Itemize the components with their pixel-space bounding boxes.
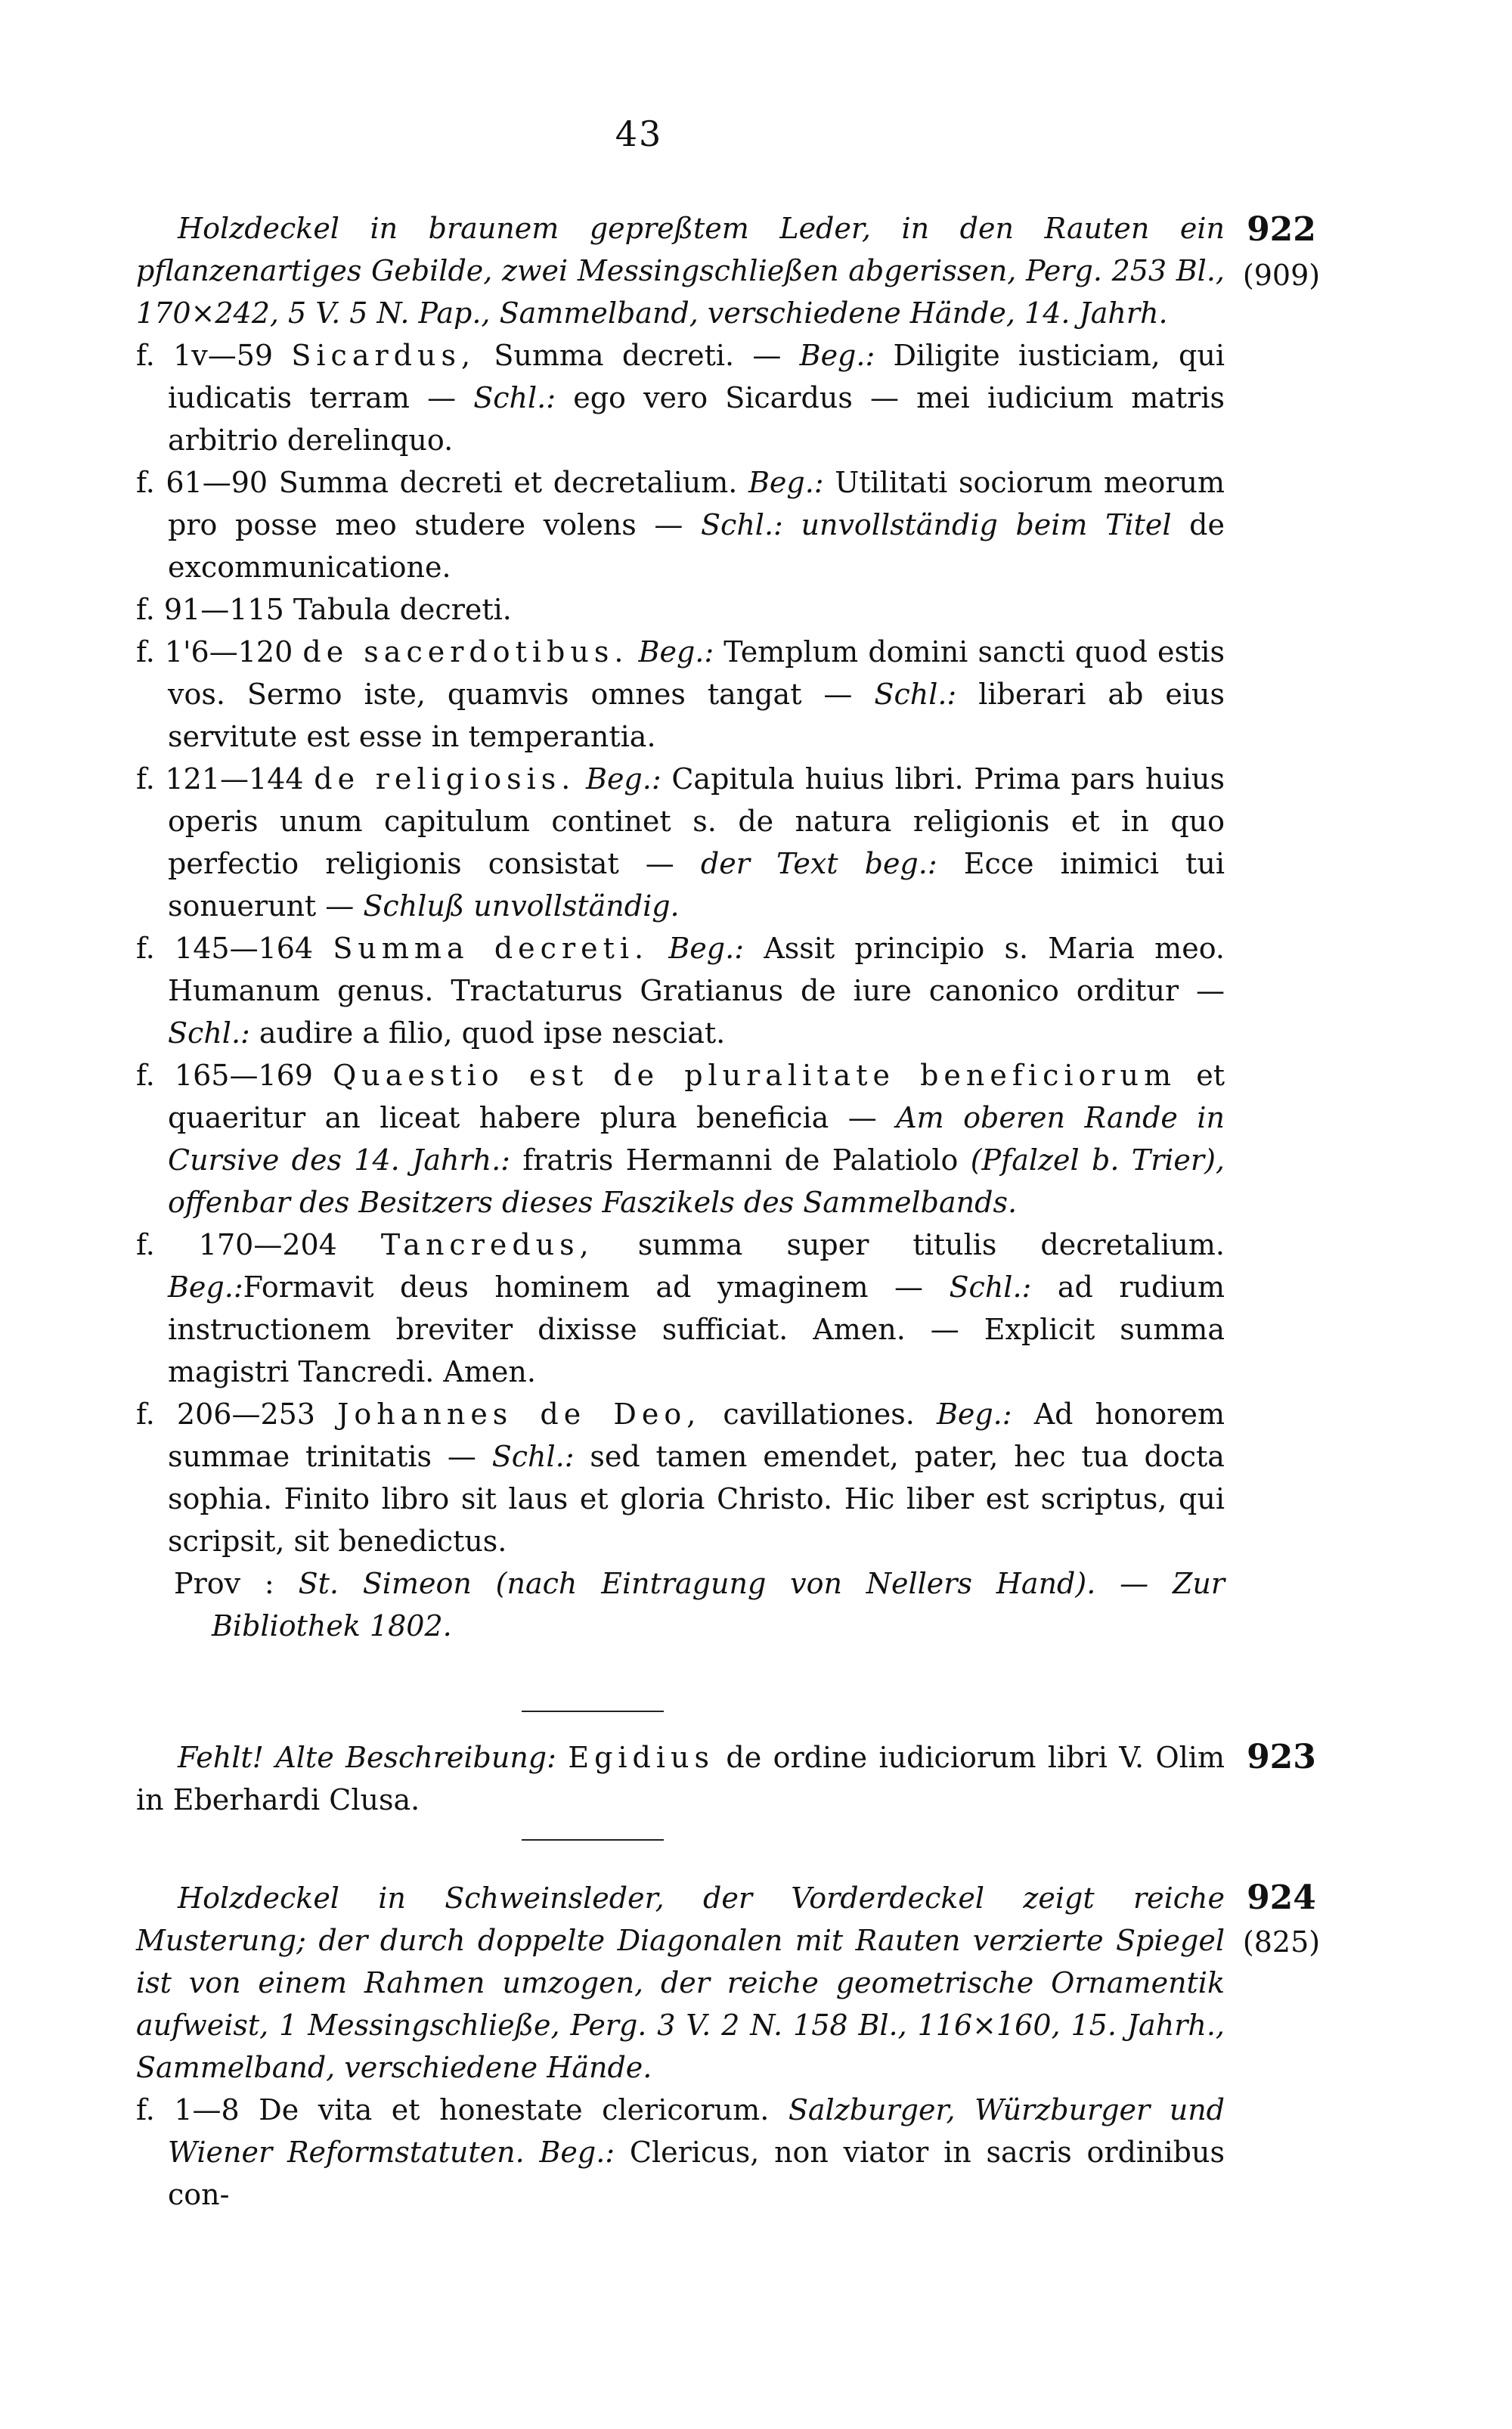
schl-label: Schl.: [701, 508, 783, 541]
entry-922 [136, 207, 1225, 1647]
dash: — [734, 339, 800, 372]
item-title-rest: Tabula decreti. [293, 593, 512, 626]
dash: — [801, 678, 875, 711]
item-title: De vita et honestate clericorum. [259, 2093, 770, 2127]
beg-text: Templum domini sancti quod estis vos. Sermo iste, quamvis omnes tangat [168, 635, 1225, 711]
folio: f. 1v—59 [136, 339, 274, 372]
margin-note-text: fratris Hermanni de Palatiolo [522, 1143, 959, 1177]
dash: — [432, 1440, 492, 1473]
beg-text: Diligite iusticiam, qui iudicatis terram [168, 339, 1225, 414]
item-title-rest: et quaeritur an liceat habere plura beneficia [168, 1059, 1225, 1134]
item-922-6 [136, 927, 1225, 1054]
old-number-825: (825) [1242, 1925, 1321, 1959]
beg-label: Beg.: [539, 2136, 615, 2169]
missing-label: Fehlt! Alte Beschreibung: [178, 1741, 556, 1774]
schl-text: audire a filio, quod ipse nesciat. [259, 1016, 726, 1050]
item-title: Sicardus, [291, 339, 476, 372]
item-922-4 [136, 631, 1225, 758]
item-922-2 [136, 461, 1225, 588]
dash: — [829, 1101, 897, 1134]
folio: f. 165—169 [136, 1059, 313, 1092]
note-text: de ordine iudiciorum libri V. Olim in Eberhardi Clusa. [136, 1741, 1225, 1816]
item-922-8 [136, 1224, 1225, 1393]
item-title: Tancredus, [380, 1228, 594, 1261]
item-note: Salzburger, Würzburger und Wiener Reformstatuten. [168, 2093, 1225, 2169]
beg-text: Utilitati sociorum meorum pro posse meo studere volens [168, 466, 1225, 541]
item-924-1 [136, 2089, 1225, 2216]
beg-label: Beg.: [936, 1398, 1012, 1431]
schl-text: ad rudium instructionem breviter dixisse sufficiat. Amen. — Explicit summa magistri Tancredi. Amen. [168, 1270, 1225, 1388]
dash: — [868, 1270, 950, 1304]
dash: — [316, 889, 364, 923]
schl-text: ego vero Sicardus — mei iudicium matris arbitrio derelinquo. [168, 381, 1225, 457]
prov-text: St. Simeon (nach Eintragung von Nellers Hand). — Zur Bibliothek 1802. [212, 1567, 1225, 1643]
entry-number-924: 924 [1247, 1878, 1316, 1917]
folio: f. 206—253 [136, 1398, 315, 1431]
folio: f. 121—144 [136, 762, 304, 796]
beg-text: Formavit deus hominem ad ymaginem [243, 1270, 869, 1304]
folio: f. 91—115 [136, 593, 284, 626]
schl-text: sed tamen emendet, pater, hec tua docta sophia. Finito libro sit laus et gloria Christo. Hic liber est scriptus, qui scripsit, sit benedictus. [168, 1440, 1225, 1558]
item-922-7 [136, 1054, 1225, 1224]
separator-rule [522, 1711, 664, 1712]
beg-label: Beg.: [668, 932, 744, 965]
item-title-rest: summa super titulis decretalium. [637, 1228, 1225, 1261]
entry-924-description: Holzdeckel in Schweinsleder, der Vorderdeckel zeigt reiche Musterung; der durch doppelte Diagonalen mit Rauten verzierte Spiegel ist von einem Rahmen umzogen, der reiche geometrische Ornamentik aufweist, 1 Messingschließe, Perg. 3 V. 2 N. 158 Bl., 116×160, 15. Jahrh., Sammelband, verschiedene Hände. [136, 1881, 1225, 2084]
beg-label: Beg.: [748, 466, 824, 499]
page-number: 43 [615, 113, 663, 154]
schl-label: Schl.: [949, 1270, 1032, 1304]
text-beg-label: der Text beg.: [700, 847, 937, 880]
schl-text: liberari ab eius servitute est esse in temperantia. [168, 678, 1225, 753]
folio: f. 61—90 [136, 466, 268, 499]
provenance [136, 1562, 1225, 1647]
item-title-rest: Summa decreti. [494, 339, 735, 372]
entry-923-note [136, 1736, 1225, 1821]
schl-text: de excommunicatione. [168, 508, 1225, 584]
item-title: Summa decreti. [333, 932, 649, 965]
author: Egidius [568, 1741, 714, 1774]
beg-label: Beg.: [586, 762, 662, 796]
item-title: de religiosis. [314, 762, 576, 796]
schl-label: Schl.: [473, 381, 556, 414]
folio: f. 1'6—120 [136, 635, 293, 669]
entry-924 [136, 1877, 1225, 2216]
folio: f. 1—8 [136, 2093, 240, 2127]
dash: — [636, 508, 702, 541]
old-number-909: (909) [1242, 259, 1321, 292]
item-922-1 [136, 334, 1225, 461]
dash: — [409, 381, 474, 414]
beg-label: Beg.: [638, 635, 714, 669]
schl-label: Schl.: [168, 1016, 250, 1050]
beg-text: Capitula huius libri. Prima pars huius operis unum capitulum continet s. de natura religionis et in quo perfectio religionis consistat [168, 762, 1225, 880]
folio: f. 145—164 [136, 932, 314, 965]
item-922-3 [136, 588, 1225, 631]
item-title: de sacerdotibus. [302, 635, 629, 669]
text-beg: Ecce inimici tui sonuerunt [168, 847, 1225, 923]
folio: f. 170—204 [136, 1228, 337, 1261]
entry-923 [136, 1736, 1225, 1821]
schl-note: Schluß unvollständig. [363, 889, 680, 923]
item-title: Johannes de Deo, [337, 1398, 702, 1431]
beg-label: Beg.: [168, 1270, 243, 1304]
beg-label: Beg.: [799, 339, 875, 372]
schl-label: Schl.: [874, 678, 957, 711]
entry-922-description: Holzdeckel in braunem gepreßtem Leder, in den Rauten ein pflanzenartiges Gebilde, zwei Messingschließen abgerissen, Perg. 253 Bl., 170×242, 5 V. 5 N. Pap., Sammelband, verschiedene Hände, 14. Jahrh. [136, 212, 1225, 330]
beg-text: Clericus, non viator in sacris ordinibus con- [168, 2136, 1225, 2211]
margin-note-label: Am oberen Rande in Cursive des 14. Jahrh.: [168, 1101, 1225, 1177]
item-title-rest: Summa decreti et decretalium. [278, 466, 738, 499]
entry-number-922: 922 [1247, 210, 1316, 249]
item-title-rest: cavillationes. [723, 1398, 915, 1431]
separator-rule [522, 1839, 664, 1841]
dash: — [1179, 974, 1225, 1007]
beg-text: Assit principio s. Maria meo. Humanum genus. Tractaturus Gratianus de iure canonico orditur [168, 932, 1225, 1007]
schl-label: Schl.: [491, 1440, 575, 1473]
prov-label: Prov : [174, 1567, 274, 1600]
entry-number-923: 923 [1247, 1738, 1316, 1776]
schl-note: unvollständig beim Titel [801, 508, 1172, 541]
owner-note: (Pfalzel b. Trier), offenbar des Besitzers dieses Faszikels des Sammelbands. [168, 1143, 1225, 1219]
item-title: Quaestio est de pluralitate beneficiorum [333, 1059, 1177, 1092]
item-922-9 [136, 1393, 1225, 1562]
beg-text: Ad honorem summae trinitatis [168, 1398, 1225, 1473]
item-922-5 [136, 758, 1225, 927]
dash: — [618, 847, 701, 880]
